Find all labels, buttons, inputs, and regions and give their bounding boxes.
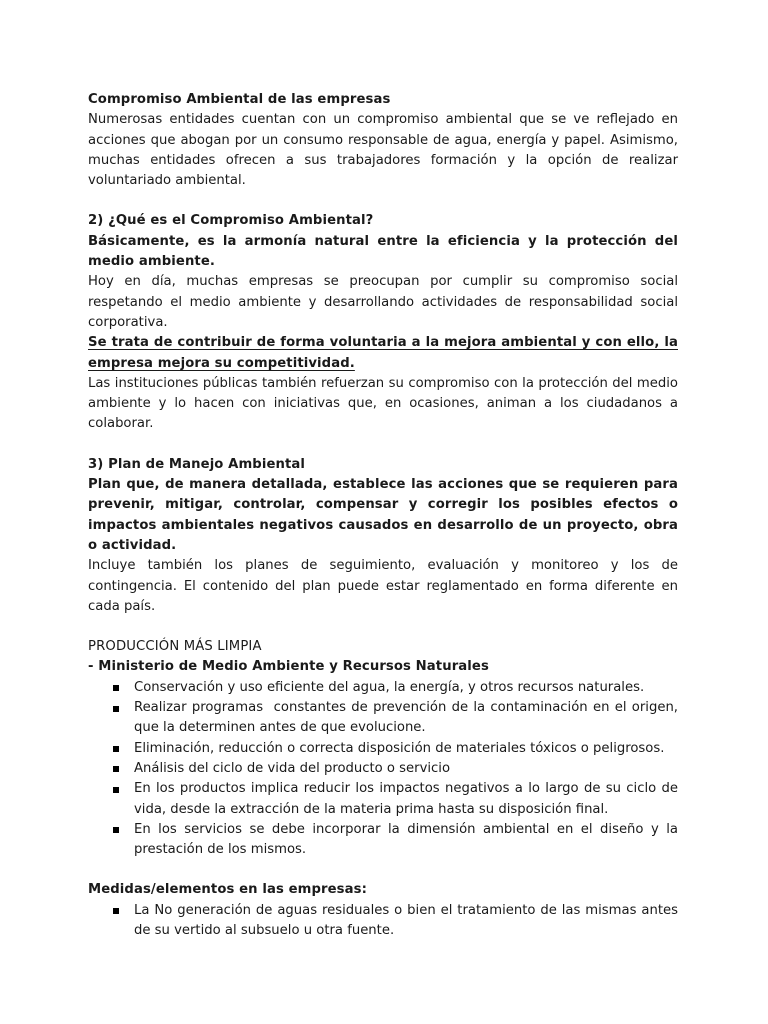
paragraph-spacer <box>88 191 678 211</box>
section-body-compromiso-empresas: Numerosas entidades cuentan con un compromiso ambiental que se ve reflejado en acciones que abogan por un consumo responsable de agua, energía y papel. Asimismo, muchas entidades ofrecen a sus trabajadores formación y la opción de realizar voluntariado ambiental. <box>88 112 678 189</box>
square-bullet-icon <box>113 766 119 772</box>
section-subheading-ministerio: - Ministerio de Medio Ambiente y Recursos Naturales <box>88 659 489 675</box>
paragraph-spacer <box>88 617 678 637</box>
section-definition-plan-manejo: Plan que, de manera detallada, establece las acciones que se requieren para prevenir, mitigar, controlar, compensar y corregir los posibles efectos o impactos ambientales negativos causados en desarrollo de un proyecto, obra o actividad. <box>88 477 678 553</box>
section-body2-que-es-compromiso: Las instituciones públicas también refuerzan su compromiso con la protección del medio ambiente y lo hacen con iniciativas que, en ocasiones, animan a los ciudadanos a colaborar. <box>88 375 678 432</box>
list-item <box>88 759 678 779</box>
bullet-list-produccion <box>88 678 683 861</box>
list-item-text: La No generación de aguas residuales o bien el tratamiento de las mismas antes de su vertido al subsuelo u otra fuente. <box>134 902 683 938</box>
list-item-text: En los servicios se debe incorporar la dimensión ambiental en el diseño y la prestación de los mismos. <box>134 821 683 858</box>
list-item <box>88 820 683 861</box>
paragraph-spacer <box>88 435 678 455</box>
section-underlined-statement: Se trata de contribuir de forma voluntaria a la mejora ambiental y con ello, la empresa mejora su competitividad. <box>88 335 678 371</box>
list-item-text: Realizar programas constantes de prevención de la contaminación en el origen, que la determinen antes de que evolucione. <box>134 700 683 736</box>
list-item <box>88 698 683 739</box>
document-body <box>88 90 683 941</box>
list-item-text: En los productos implica reducir los impactos negativos a lo largo de su ciclo de vida, desde la extracción de la materia prima hasta su disposición final. <box>134 781 683 817</box>
list-item <box>88 678 678 698</box>
square-bullet-icon <box>113 706 119 712</box>
section-heading-compromiso-empresas: Compromiso Ambiental de las empresas <box>88 92 391 107</box>
list-item <box>88 739 678 759</box>
list-item-text: Eliminación, reducción o correcta disposición de materiales tóxicos o peligrosos. <box>134 740 665 756</box>
list-item-text: Conservación y uso eficiente del agua, la energía, y otros recursos naturales. <box>134 679 645 695</box>
square-bullet-icon <box>113 908 119 914</box>
section-body-que-es-compromiso: Hoy en día, muchas empresas se preocupan por cumplir su compromiso social respetando el medio ambiente y desarrollando actividades de responsabilidad social corporativa. <box>88 274 678 330</box>
square-bullet-icon <box>113 787 119 793</box>
section-heading-que-es-compromiso: 2) ¿Qué es el Compromiso Ambiental? <box>88 213 374 229</box>
section-body-plan-manejo: Incluye también los planes de seguimiento, evaluación y monitoreo y los de contingencia. El contenido del plan puede estar reglamentado en forma diferente en cada país. <box>88 558 678 614</box>
section-heading-plan-manejo: 3) Plan de Manejo Ambiental <box>88 456 306 472</box>
square-bullet-icon <box>113 746 119 752</box>
list-item-text: Análisis del ciclo de vida del producto o servicio <box>134 760 451 776</box>
section-heading-medidas-empresas: Medidas/elementos en las empresas: <box>88 882 367 898</box>
list-item <box>88 779 683 820</box>
square-bullet-icon <box>113 827 119 833</box>
square-bullet-icon <box>113 685 119 691</box>
paragraph-spacer <box>88 860 678 880</box>
section-heading-produccion-mas-limpia: PRODUCCIÓN MÁS LIMPIA <box>88 639 262 655</box>
section-definition-que-es-compromiso: Básicamente, es la armonía natural entre la eficiencia y la protección del medio ambiente. <box>88 233 678 270</box>
bullet-list-medidas <box>88 901 683 942</box>
list-item <box>88 901 683 942</box>
